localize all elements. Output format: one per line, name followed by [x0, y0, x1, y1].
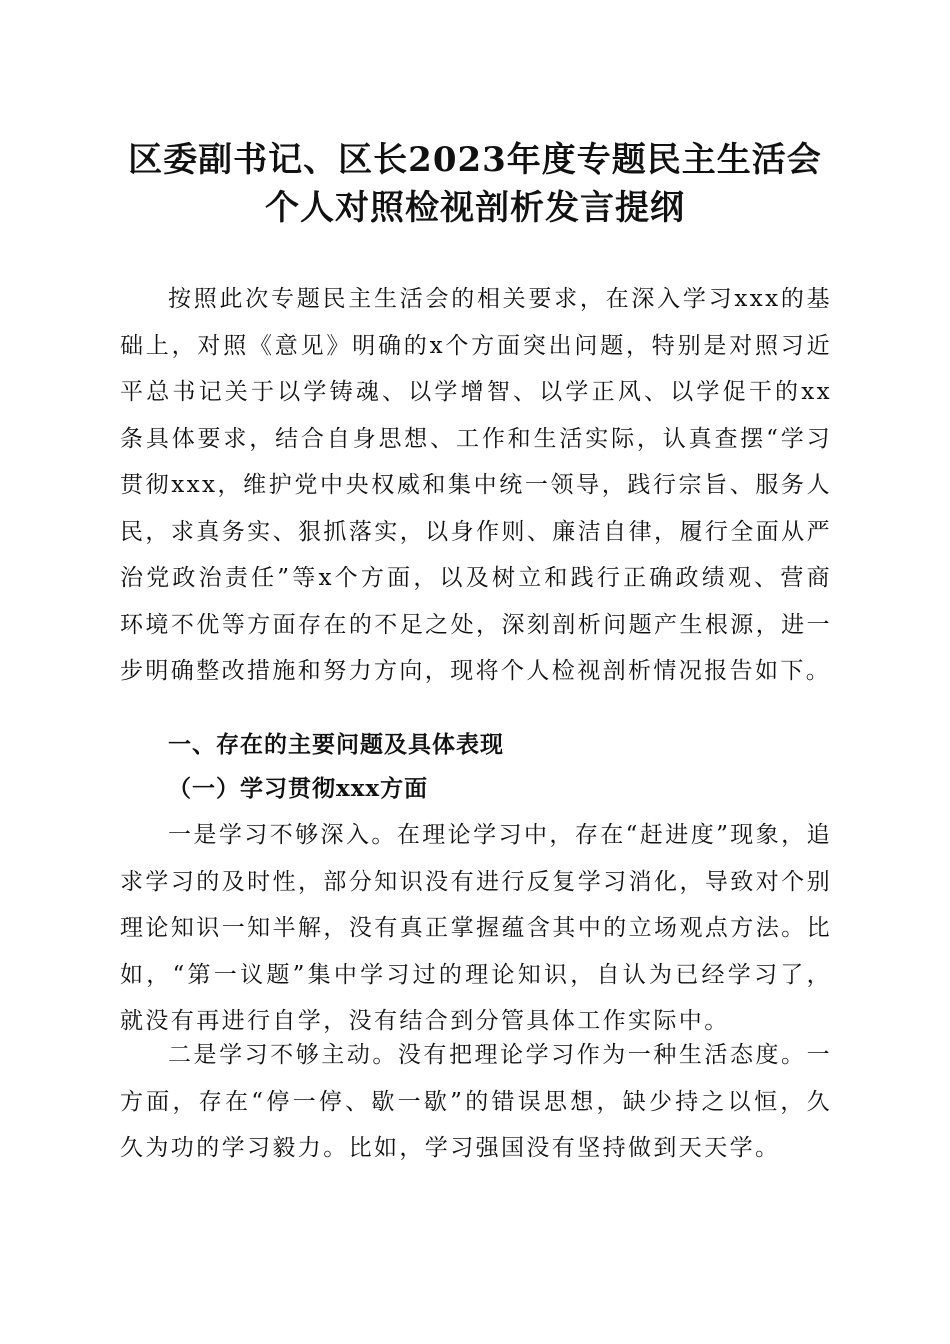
subsection-heading: （一）学习贯彻xxx方面 — [168, 775, 429, 802]
point-two-paragraph: 二是学习不够主动。没有把理论学习作为一种生活态度。一方面，存在“停一停、歇一歇”的错误思想，缺少持之以恒，久久为功的学习毅力。比如，学习强国没有坚持做到天天学。 — [120, 1042, 832, 1161]
point-one-paragraph: 一是学习不够深入。在理论学习中，存在“赶进度”现象，追求学习的及时性，部分知识没有进行反复学习消化，导致对个别理论知识一知半解，没有真正掌握蕴含其中的立场观点方法。比如，“第一议题”集中学习过的理论知识，自认为已经学习了，就没有再进行自学，没有结合到分管具体工作实际中。 — [120, 822, 832, 1034]
document-title-line-2: 个人对照检视剖析发言提纲 — [265, 188, 685, 228]
section-heading: 一、存在的主要问题及具体表现 — [168, 732, 504, 758]
document-title-line-1: 区委副书记、区长2023年度专题民主生活会 — [128, 140, 822, 180]
intro-paragraph: 按照此次专题民主生活会的相关要求，在深入学习xxx的基础上，对照《意见》明确的x个方面突出问题，特别是对照习近平总书记关于以学铸魂、以学增智、以学正风、以学促干的xx条具体要求，结合自身思想、工作和生活实际，认真查摆“学习贯彻xxx，维护党中央权威和集中统一领导，践行宗旨、服务人民，求真务实、狠抓落实，以身作则、廉洁自律，履行全面从严治党政治责任”等x个方面，以及树立和践行正确政绩观、营商环境不优等方面存在的不足之处，深刻剖析问题产生根源，进一步明确整改措施和努力方向，现将个人检视剖析情况报告如下。 — [120, 286, 832, 684]
